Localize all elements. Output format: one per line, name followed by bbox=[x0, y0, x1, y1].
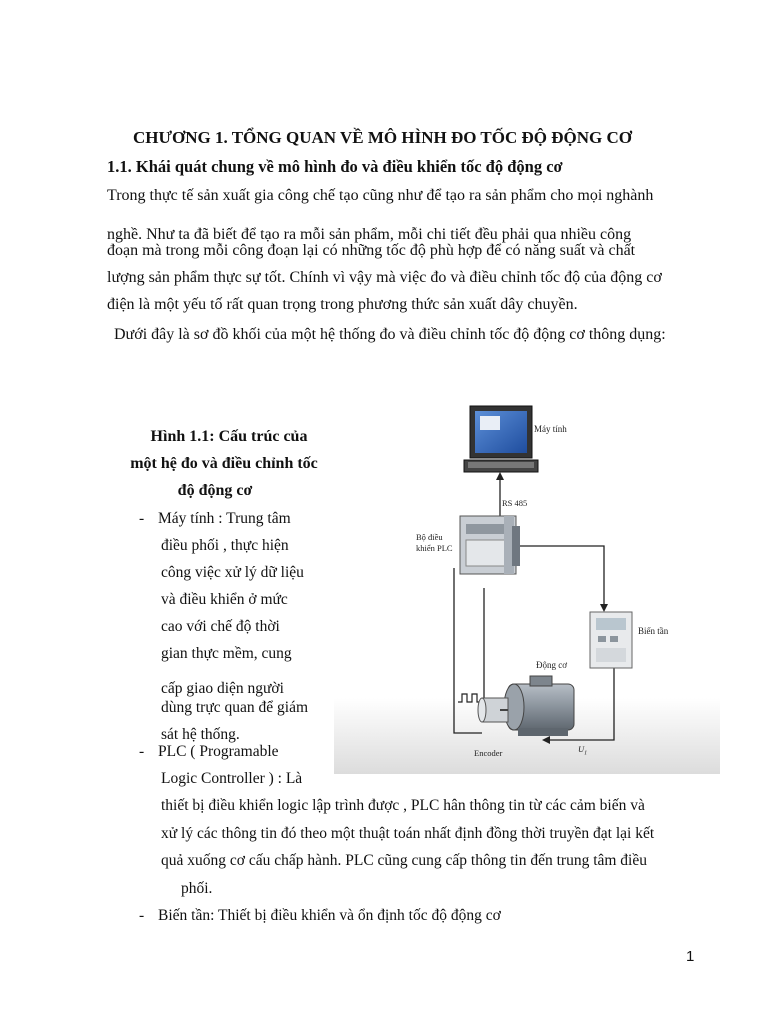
label-motor: Động cơ bbox=[536, 660, 568, 670]
inverter-image bbox=[590, 612, 632, 668]
figure-caption-line-1: Hình 1.1: Cấu trúc của bbox=[150, 428, 308, 445]
computer-line-9: sát hệ thống. bbox=[161, 726, 240, 743]
computer-line-1: Máy tính : Trung tâm bbox=[158, 510, 291, 527]
section-title: 1.1. Khái quát chung về mô hình đo và điều khiển tốc độ động cơ bbox=[107, 157, 563, 176]
intro-line-3: đoạn mà trong mỗi công đoạn lại có những tốc độ phù hợp để có năng suất và chất bbox=[107, 242, 636, 259]
label-plc-1: Bộ điều bbox=[416, 532, 443, 542]
motor-image bbox=[504, 676, 574, 736]
plc-line-3: thiết bị điều khiển logic lập trình được , PLC hân thông tin từ các cảm biến và bbox=[161, 797, 645, 814]
speed-control-diagram bbox=[334, 398, 720, 774]
intro-line-1: Trong thực tế sản xuất gia công chế tạo cũng như để tạo ra sản phẩm cho mọi nghành bbox=[107, 187, 654, 204]
diagram-drawing bbox=[334, 398, 720, 774]
label-voltage-symbol: U bbox=[578, 744, 585, 754]
intro-line-5: điện là một yếu tố rất quan trọng trong phương thức sản xuất dây chuyền. bbox=[107, 296, 578, 313]
label-voltage-subscript: 1 bbox=[584, 750, 588, 757]
computer-line-8: dùng trực quan để giám bbox=[161, 699, 309, 716]
label-plc-2: khiển PLC bbox=[416, 543, 453, 553]
arrow-to-inverter bbox=[600, 604, 608, 612]
encoder-image bbox=[478, 698, 508, 722]
label-rs485: RS 485 bbox=[502, 498, 528, 508]
intro-line-4: lượng sản phẩm thực sự tốt. Chính vì vậy mà việc đo và điều chỉnh tốc độ của động cơ bbox=[107, 269, 662, 286]
figure-caption-line-3: độ động cơ bbox=[177, 482, 253, 499]
bullet-dash-computer: - bbox=[139, 510, 145, 527]
label-computer: Máy tính bbox=[534, 424, 567, 434]
computer-line-3: công việc xử lý dữ liệu bbox=[161, 564, 304, 581]
plc-line-5: quả xuống cơ cấu chấp hành. PLC cũng cung cấp thông tin đến trung tâm điều bbox=[161, 852, 647, 869]
bullet-dash-plc: - bbox=[139, 743, 145, 760]
computer-line-5: cao với chế độ thời bbox=[161, 618, 280, 635]
plc-line-6: phối. bbox=[181, 880, 213, 897]
label-voltage bbox=[578, 744, 587, 757]
inverter-line: Biến tần: Thiết bị điều khiển và ổn định tốc độ động cơ bbox=[158, 907, 501, 924]
page-number: 1 bbox=[686, 948, 695, 965]
intro-line-2: nghề. Như ta đã biết để tạo ra mỗi sản phẩm, mỗi chi tiết đều phải qua nhiều công bbox=[107, 226, 632, 243]
diagram-intro: Dưới đây là sơ đồ khối của một hệ thống đo và điều chỉnh tốc độ động cơ thông dụng: bbox=[114, 326, 666, 343]
computer-line-4: và điều khiển ở mức bbox=[161, 591, 288, 608]
plc-line-2: Logic Controller ) : Là bbox=[161, 770, 303, 787]
arrow-to-computer bbox=[496, 472, 504, 480]
computer-line-2: điều phối , thực hiện bbox=[161, 537, 289, 554]
plc-line-1: PLC ( Programable bbox=[158, 743, 279, 760]
chapter-title: CHƯƠNG 1. TỔNG QUAN VỀ MÔ HÌNH ĐO TỐC ĐỘ ĐỘNG CƠ bbox=[133, 128, 633, 147]
bullet-dash-inverter: - bbox=[139, 907, 145, 924]
label-inverter: Biến tần bbox=[638, 626, 669, 636]
figure-caption-line-2: một hệ đo và điều chỉnh tốc bbox=[130, 455, 318, 472]
computer-line-7: cấp giao diện người bbox=[161, 680, 284, 697]
computer-image bbox=[464, 406, 538, 472]
plc-image bbox=[460, 516, 520, 574]
computer-line-6: gian thực mềm, cung bbox=[161, 645, 292, 662]
plc-line-4: xử lý các thông tin đó theo một thuật toán nhất định đồng thời truyền đạt lại kết bbox=[161, 825, 655, 842]
label-encoder: Encoder bbox=[474, 748, 503, 758]
